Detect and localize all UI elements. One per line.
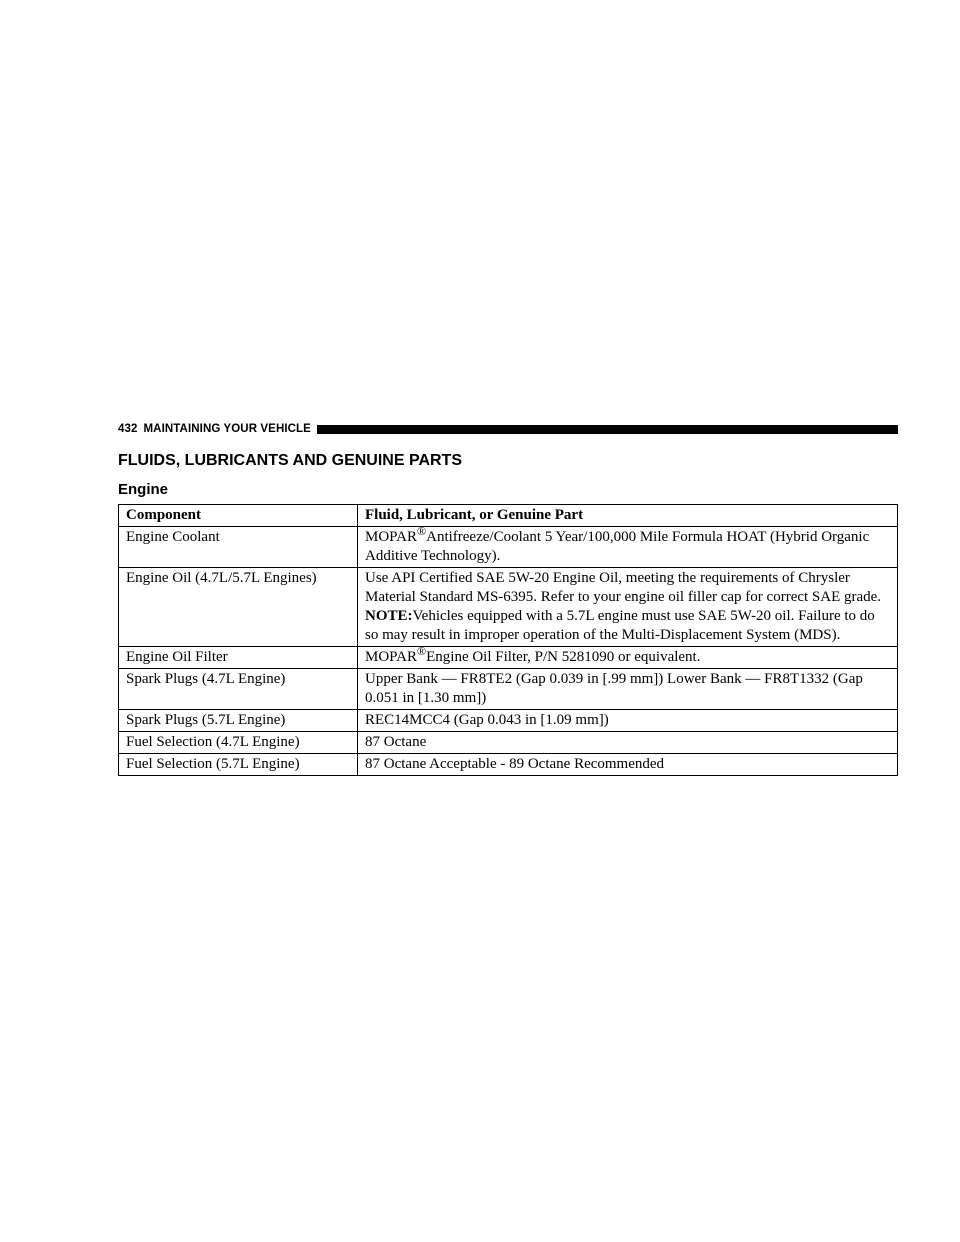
subsection-title: Engine bbox=[118, 481, 169, 498]
part-cell: 87 Octane bbox=[358, 732, 898, 754]
component-cell: Engine Oil (4.7L/5.7L Engines) bbox=[119, 568, 358, 647]
part-cell: Upper Bank — FR8TE2 (Gap 0.039 in [.99 mm]) Lower Bank — FR8T1332 (Gap 0.051 in [1.30 mm]) bbox=[358, 669, 898, 710]
table-row bbox=[119, 754, 898, 776]
page-header bbox=[118, 421, 898, 437]
part-text: Engine Oil Filter, P/N 5281090 or equivalent. bbox=[426, 649, 701, 665]
part-cell: REC14MCC4 (Gap 0.043 in [1.09 mm]) bbox=[358, 710, 898, 732]
table-row bbox=[119, 669, 898, 710]
part-cell: 87 Octane Acceptable - 89 Octane Recommended bbox=[358, 754, 898, 776]
page-number: 432 bbox=[118, 423, 138, 435]
brand-name: MOPAR bbox=[365, 529, 417, 545]
table-header-row bbox=[119, 505, 898, 527]
part-cell bbox=[358, 568, 898, 647]
component-cell: Spark Plugs (5.7L Engine) bbox=[119, 710, 358, 732]
registered-mark: ® bbox=[416, 644, 427, 658]
column-header-component: Component bbox=[119, 505, 358, 527]
part-text: Antifreeze/Coolant 5 Year/100,000 Mile Formula HOAT (Hybrid Organic Additive Technology). bbox=[365, 529, 870, 564]
component-cell: Spark Plugs (4.7L Engine) bbox=[119, 669, 358, 710]
running-header: MAINTAINING YOUR VEHICLE bbox=[143, 423, 311, 435]
table-row bbox=[119, 732, 898, 754]
part-cell bbox=[358, 524, 898, 568]
part-text: Use API Certified SAE 5W-20 Engine Oil, meeting the requirements of Chrysler Material Standard MS-6395. Refer to your engine oil filler cap for correct SAE grade. bbox=[365, 570, 882, 605]
note-text: Vehicles equipped with a 5.7L engine must use SAE 5W-20 oil. Failure to do so may result in improper operation of the Multi-Displacement System (MDS). bbox=[365, 608, 875, 643]
component-cell: Fuel Selection (5.7L Engine) bbox=[119, 754, 358, 776]
table-row bbox=[119, 568, 898, 647]
fluids-table bbox=[118, 504, 898, 776]
part-cell bbox=[358, 644, 898, 669]
section-title: FLUIDS, LUBRICANTS AND GENUINE PARTS bbox=[118, 452, 462, 469]
table-row bbox=[119, 710, 898, 732]
table-row bbox=[119, 527, 898, 568]
header-rule bbox=[317, 425, 898, 434]
registered-mark: ® bbox=[416, 524, 427, 538]
component-cell: Engine Oil Filter bbox=[119, 647, 358, 669]
brand-name: MOPAR bbox=[365, 649, 417, 665]
column-header-part: Fluid, Lubricant, or Genuine Part bbox=[358, 505, 898, 527]
component-cell: Fuel Selection (4.7L Engine) bbox=[119, 732, 358, 754]
table-row bbox=[119, 647, 898, 669]
note-label: NOTE: bbox=[365, 608, 413, 624]
component-cell: Engine Coolant bbox=[119, 527, 358, 568]
